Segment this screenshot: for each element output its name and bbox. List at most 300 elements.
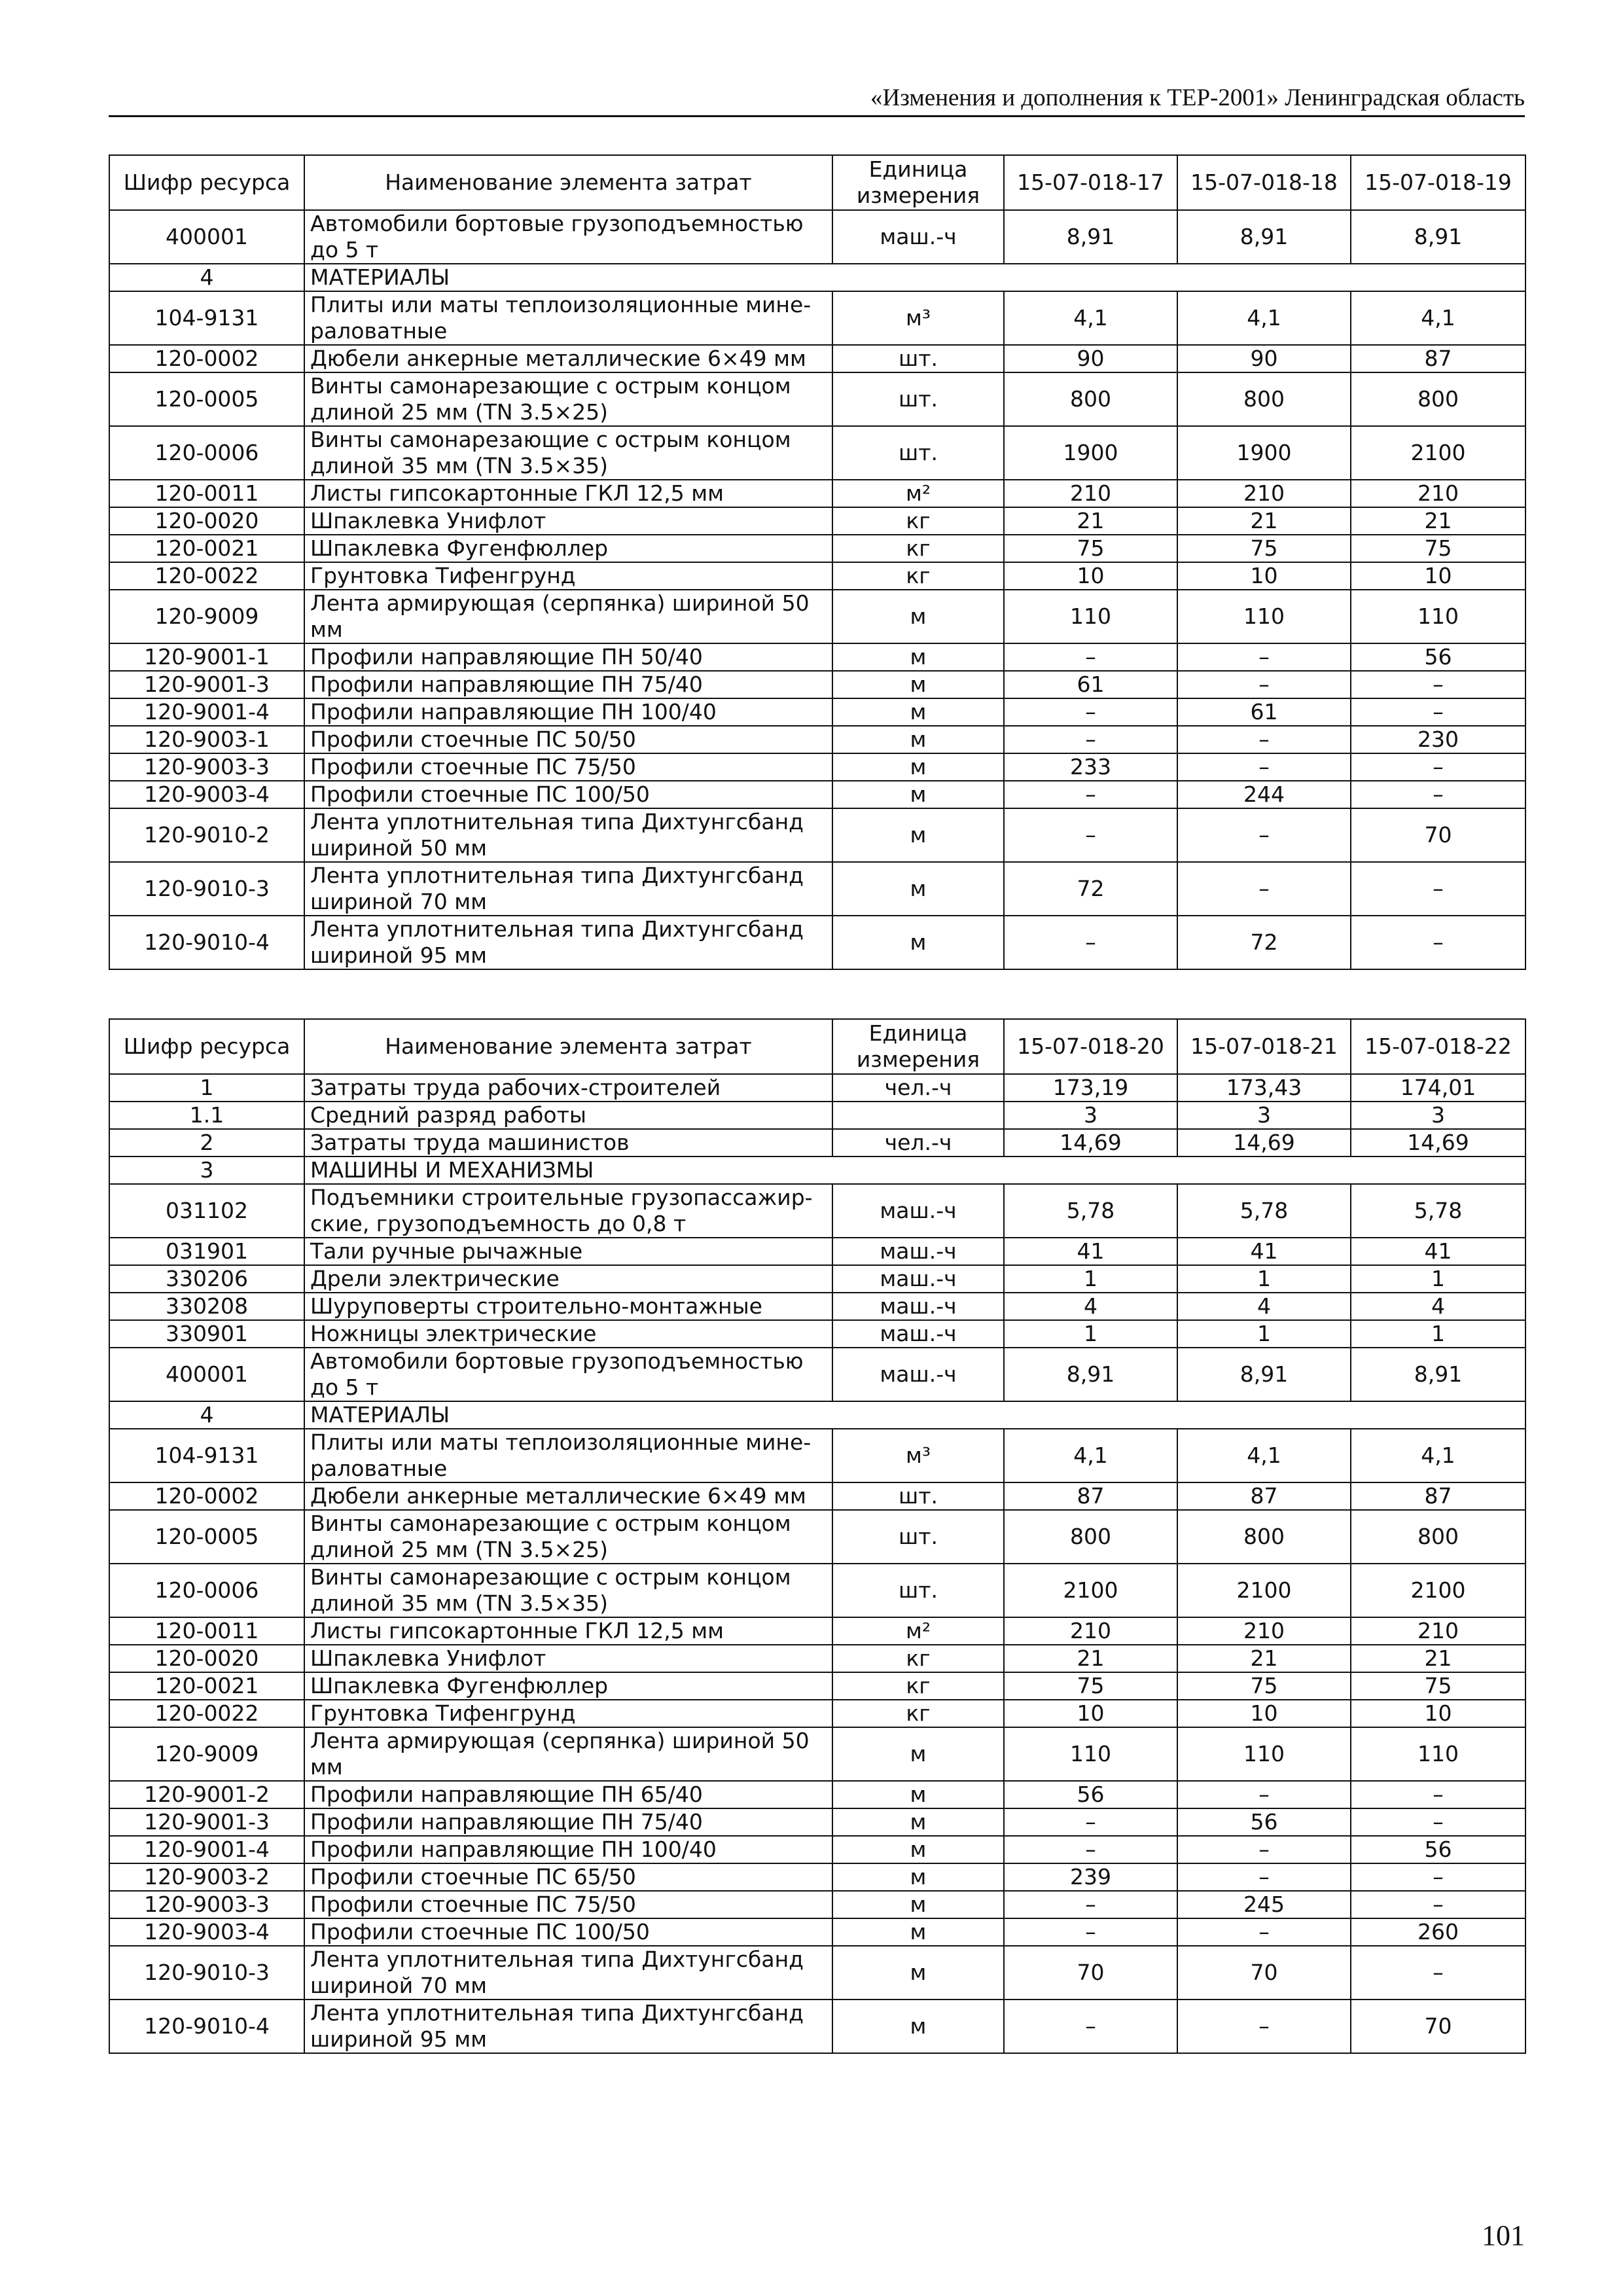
value-cell: 2100: [1351, 426, 1525, 480]
value-cell: 87: [1004, 1482, 1177, 1510]
value-cell: 87: [1351, 345, 1525, 372]
table-row: [109, 1863, 1525, 1891]
value-cell: 5,78: [1351, 1184, 1525, 1238]
section-code: 4: [109, 1401, 304, 1429]
resource-code: 120-9003-3: [109, 753, 304, 781]
value-cell: 233: [1004, 753, 1177, 781]
value-cell: –: [1351, 781, 1525, 808]
col-header-unit: Единица измерения: [832, 1019, 1004, 1074]
resource-code: 120-0011: [109, 480, 304, 507]
value-cell: 4,1: [1351, 291, 1525, 345]
table-row: [109, 1265, 1525, 1293]
resource-code: 120-9010-4: [109, 916, 304, 969]
section-row: [109, 264, 1525, 291]
value-cell: 75: [1351, 535, 1525, 562]
value-cell: 56: [1351, 643, 1525, 671]
resource-name: Шуруповерты строительно-монтажные: [304, 1293, 832, 1320]
unit-cell: чел.-ч: [832, 1074, 1004, 1102]
value-cell: –: [1177, 671, 1351, 698]
resource-name: Профили стоечные ПС 100/50: [304, 781, 832, 808]
resource-code: 120-9001-3: [109, 1808, 304, 1836]
table-row: [109, 1836, 1525, 1863]
resource-code: 120-9003-1: [109, 726, 304, 753]
unit-cell: чел.-ч: [832, 1129, 1004, 1157]
resource-name: Лента армирующая (серпянка) шириной 50 мм: [304, 590, 832, 643]
value-cell: 14,69: [1351, 1129, 1525, 1157]
value-cell: 245: [1177, 1891, 1351, 1918]
table-row: [109, 345, 1525, 372]
resource-name: Автомобили бортовые грузоподъемностью до 5 т: [304, 1348, 832, 1401]
resource-code: 120-9009: [109, 1727, 304, 1781]
value-cell: 41: [1177, 1238, 1351, 1265]
resource-code: 120-9001-4: [109, 1836, 304, 1863]
table-row: [109, 1617, 1525, 1645]
value-cell: –: [1004, 726, 1177, 753]
value-cell: 21: [1351, 1645, 1525, 1672]
value-cell: 5,78: [1004, 1184, 1177, 1238]
value-cell: –: [1004, 2000, 1177, 2053]
value-cell: 1: [1351, 1320, 1525, 1348]
unit-cell: кг: [832, 1700, 1004, 1727]
resource-code: 120-0005: [109, 1510, 304, 1564]
value-cell: –: [1004, 1918, 1177, 1946]
resource-name: Шпаклевка Фугенфюллер: [304, 1672, 832, 1700]
value-cell: 4,1: [1004, 1429, 1177, 1482]
unit-cell: м: [832, 1727, 1004, 1781]
value-cell: –: [1177, 1918, 1351, 1946]
table-row: [109, 1320, 1525, 1348]
unit-cell: шт.: [832, 1510, 1004, 1564]
value-cell: 21: [1004, 1645, 1177, 1672]
value-cell: 70: [1004, 1946, 1177, 2000]
table-row: [109, 1184, 1525, 1238]
value-cell: 110: [1177, 1727, 1351, 1781]
value-cell: 1: [1177, 1265, 1351, 1293]
resource-code: 120-9001-2: [109, 1781, 304, 1808]
unit-cell: кг: [832, 535, 1004, 562]
col-header-code: Шифр ресурса: [109, 1019, 304, 1074]
resource-code: 120-9001-4: [109, 698, 304, 726]
value-cell: 2100: [1177, 1564, 1351, 1617]
resource-name: Лента уплотнительная типа Дихтунгсбанд шириной 95 мм: [304, 916, 832, 969]
resource-code: 120-9010-3: [109, 1946, 304, 2000]
resource-code: 104-9131: [109, 1429, 304, 1482]
unit-cell: м: [832, 1891, 1004, 1918]
unit-cell: м: [832, 862, 1004, 916]
section-row: [109, 1157, 1525, 1184]
unit-cell: маш.-ч: [832, 1184, 1004, 1238]
table-row: [109, 916, 1525, 969]
table-row: [109, 507, 1525, 535]
resource-name: Средний разряд работы: [304, 1102, 832, 1129]
value-cell: 56: [1351, 1836, 1525, 1863]
table-row: [109, 426, 1525, 480]
table-row: [109, 1946, 1525, 2000]
value-cell: –: [1177, 808, 1351, 862]
value-cell: 70: [1351, 2000, 1525, 2053]
table-row: [109, 210, 1525, 264]
unit-cell: шт.: [832, 372, 1004, 426]
value-cell: –: [1004, 1808, 1177, 1836]
col-header-norm: 15-07-018-19: [1351, 155, 1525, 210]
table-row: [109, 1482, 1525, 1510]
value-cell: 10: [1004, 562, 1177, 590]
value-cell: 110: [1177, 590, 1351, 643]
resource-name: Профили направляющие ПН 100/40: [304, 698, 832, 726]
table-row: [109, 698, 1525, 726]
resource-name: Листы гипсокартонные ГКЛ 12,5 мм: [304, 480, 832, 507]
resource-code: 031901: [109, 1238, 304, 1265]
value-cell: 90: [1004, 345, 1177, 372]
value-cell: 3: [1004, 1102, 1177, 1129]
table-row: [109, 590, 1525, 643]
table-row: [109, 643, 1525, 671]
unit-cell: кг: [832, 507, 1004, 535]
value-cell: –: [1351, 862, 1525, 916]
resource-name: Тали ручные рычажные: [304, 1238, 832, 1265]
resource-name: Лента уплотнительная типа Дихтунгсбанд шириной 50 мм: [304, 808, 832, 862]
value-cell: 110: [1004, 1727, 1177, 1781]
table-row: [109, 1727, 1525, 1781]
resource-code: 1.1: [109, 1102, 304, 1129]
value-cell: 239: [1004, 1863, 1177, 1891]
table-row: [109, 562, 1525, 590]
value-cell: 41: [1351, 1238, 1525, 1265]
unit-cell: м: [832, 643, 1004, 671]
value-cell: –: [1351, 1781, 1525, 1808]
table-row: [109, 671, 1525, 698]
value-cell: 800: [1351, 372, 1525, 426]
value-cell: 75: [1177, 535, 1351, 562]
resource-code: 120-0002: [109, 345, 304, 372]
table-row: [109, 1672, 1525, 1700]
value-cell: –: [1004, 916, 1177, 969]
resource-name: Дюбели анкерные металлические 6×49 мм: [304, 345, 832, 372]
resource-name: Листы гипсокартонные ГКЛ 12,5 мм: [304, 1617, 832, 1645]
value-cell: 210: [1177, 480, 1351, 507]
resource-code: 120-0011: [109, 1617, 304, 1645]
value-cell: 110: [1004, 590, 1177, 643]
resource-code: 120-9003-2: [109, 1863, 304, 1891]
resource-code: 120-0022: [109, 1700, 304, 1727]
table-row: [109, 1102, 1525, 1129]
resource-name: Подъемники строительные грузопассажир-ские, грузоподъемность до 0,8 т: [304, 1184, 832, 1238]
col-header-name: Наименование элемента затрат: [304, 155, 832, 210]
table-row: [109, 1510, 1525, 1564]
resource-name: Дюбели анкерные металлические 6×49 мм: [304, 1482, 832, 1510]
unit-cell: м: [832, 698, 1004, 726]
value-cell: –: [1004, 781, 1177, 808]
unit-cell: м²: [832, 480, 1004, 507]
unit-cell: кг: [832, 1672, 1004, 1700]
value-cell: –: [1177, 1781, 1351, 1808]
resource-name: Грунтовка Тифенгрунд: [304, 562, 832, 590]
resource-code: 400001: [109, 1348, 304, 1401]
value-cell: –: [1004, 698, 1177, 726]
table-row: [109, 480, 1525, 507]
value-cell: –: [1004, 1891, 1177, 1918]
value-cell: 61: [1177, 698, 1351, 726]
value-cell: 110: [1351, 590, 1525, 643]
value-cell: 800: [1177, 1510, 1351, 1564]
resource-code: 120-0021: [109, 535, 304, 562]
value-cell: 72: [1177, 916, 1351, 969]
resource-code: 2: [109, 1129, 304, 1157]
table-row: [109, 1074, 1525, 1102]
value-cell: 10: [1004, 1700, 1177, 1727]
resource-name: Профили стоечные ПС 75/50: [304, 753, 832, 781]
value-cell: –: [1177, 862, 1351, 916]
resource-code: 120-9010-2: [109, 808, 304, 862]
unit-cell: шт.: [832, 1564, 1004, 1617]
value-cell: 10: [1351, 562, 1525, 590]
value-cell: 230: [1351, 726, 1525, 753]
resource-name: Затраты труда рабочих-строителей: [304, 1074, 832, 1102]
resource-name: Профили направляющие ПН 50/40: [304, 643, 832, 671]
resource-code: 400001: [109, 210, 304, 264]
col-header-name: Наименование элемента затрат: [304, 1019, 832, 1074]
unit-cell: м: [832, 671, 1004, 698]
resource-code: 1: [109, 1074, 304, 1102]
value-cell: 210: [1351, 480, 1525, 507]
col-header-norm: 15-07-018-22: [1351, 1019, 1525, 1074]
unit-cell: кг: [832, 562, 1004, 590]
unit-cell: м: [832, 590, 1004, 643]
value-cell: 260: [1351, 1918, 1525, 1946]
resource-code: 120-9010-3: [109, 862, 304, 916]
table-row: [109, 1808, 1525, 1836]
unit-cell: м³: [832, 291, 1004, 345]
value-cell: 87: [1351, 1482, 1525, 1510]
value-cell: –: [1351, 698, 1525, 726]
table-row: [109, 1781, 1525, 1808]
value-cell: 8,91: [1177, 210, 1351, 264]
value-cell: 4: [1004, 1293, 1177, 1320]
value-cell: 1900: [1177, 426, 1351, 480]
resource-code: 120-9001-3: [109, 671, 304, 698]
table-row: [109, 1238, 1525, 1265]
unit-cell: м: [832, 808, 1004, 862]
value-cell: 1: [1004, 1320, 1177, 1348]
resource-code: 104-9131: [109, 291, 304, 345]
resource-code: 120-9009: [109, 590, 304, 643]
value-cell: 75: [1004, 535, 1177, 562]
table-row: [109, 1129, 1525, 1157]
value-cell: –: [1004, 808, 1177, 862]
resource-name: Профили направляющие ПН 75/40: [304, 671, 832, 698]
value-cell: –: [1351, 671, 1525, 698]
table-row: [109, 372, 1525, 426]
unit-cell: [832, 1102, 1004, 1129]
value-cell: 210: [1004, 480, 1177, 507]
col-header-norm: 15-07-018-20: [1004, 1019, 1177, 1074]
resource-code: 120-0002: [109, 1482, 304, 1510]
resource-code: 120-9003-3: [109, 1891, 304, 1918]
resource-name: Винты самонарезающие с острым концом длиной 25 мм (TN 3.5×25): [304, 372, 832, 426]
resource-name: Плиты или маты теплоизоляционные мине-раловатные: [304, 1429, 832, 1482]
value-cell: 800: [1004, 1510, 1177, 1564]
value-cell: –: [1351, 1891, 1525, 1918]
value-cell: 72: [1004, 862, 1177, 916]
resource-code: 120-0021: [109, 1672, 304, 1700]
value-cell: 4: [1177, 1293, 1351, 1320]
resource-name: Профили направляющие ПН 75/40: [304, 1808, 832, 1836]
value-cell: –: [1177, 753, 1351, 781]
value-cell: 75: [1351, 1672, 1525, 1700]
value-cell: 1: [1351, 1265, 1525, 1293]
section-code: 4: [109, 264, 304, 291]
table-row: [109, 781, 1525, 808]
unit-cell: м: [832, 1918, 1004, 1946]
value-cell: 3: [1351, 1102, 1525, 1129]
unit-cell: маш.-ч: [832, 1320, 1004, 1348]
resource-code: 120-0020: [109, 507, 304, 535]
value-cell: –: [1351, 753, 1525, 781]
value-cell: 8,91: [1004, 1348, 1177, 1401]
resource-code: 120-0006: [109, 1564, 304, 1617]
table-row: [109, 1700, 1525, 1727]
value-cell: 4,1: [1177, 1429, 1351, 1482]
header-rule: [109, 115, 1525, 117]
value-cell: 2100: [1351, 1564, 1525, 1617]
section-row: [109, 1401, 1525, 1429]
col-header-unit: Единица измерения: [832, 155, 1004, 210]
value-cell: –: [1177, 643, 1351, 671]
resource-name: Лента уплотнительная типа Дихтунгсбанд шириной 70 мм: [304, 862, 832, 916]
value-cell: 4: [1351, 1293, 1525, 1320]
unit-cell: м: [832, 1863, 1004, 1891]
table-row: [109, 808, 1525, 862]
value-cell: 4,1: [1351, 1429, 1525, 1482]
value-cell: 5,78: [1177, 1184, 1351, 1238]
value-cell: 4,1: [1004, 291, 1177, 345]
value-cell: 21: [1177, 507, 1351, 535]
table-row: [109, 535, 1525, 562]
resource-code: 330208: [109, 1293, 304, 1320]
resource-name: Автомобили бортовые грузоподъемностью до 5 т: [304, 210, 832, 264]
resource-name: Лента уплотнительная типа Дихтунгсбанд шириной 95 мм: [304, 2000, 832, 2053]
resource-name: Затраты труда машинистов: [304, 1129, 832, 1157]
unit-cell: шт.: [832, 1482, 1004, 1510]
resource-name: Профили стоечные ПС 100/50: [304, 1918, 832, 1946]
value-cell: 4,1: [1177, 291, 1351, 345]
unit-cell: маш.-ч: [832, 1265, 1004, 1293]
section-title: МАТЕРИАЛЫ: [304, 1401, 1525, 1429]
table-row: [109, 1645, 1525, 1672]
value-cell: 75: [1004, 1672, 1177, 1700]
value-cell: 14,69: [1004, 1129, 1177, 1157]
col-header-norm: 15-07-018-21: [1177, 1019, 1351, 1074]
value-cell: 56: [1004, 1781, 1177, 1808]
table-row: [109, 1891, 1525, 1918]
value-cell: 70: [1177, 1946, 1351, 2000]
table-row: [109, 2000, 1525, 2053]
value-cell: 1: [1177, 1320, 1351, 1348]
resource-name: Профили стоечные ПС 75/50: [304, 1891, 832, 1918]
value-cell: 1: [1004, 1265, 1177, 1293]
value-cell: 244: [1177, 781, 1351, 808]
unit-cell: м: [832, 2000, 1004, 2053]
unit-cell: м: [832, 753, 1004, 781]
value-cell: 21: [1177, 1645, 1351, 1672]
table-header-row: [109, 1019, 1525, 1074]
resource-code: 031102: [109, 1184, 304, 1238]
resource-code: 120-0005: [109, 372, 304, 426]
unit-cell: кг: [832, 1645, 1004, 1672]
col-header-norm: 15-07-018-18: [1177, 155, 1351, 210]
unit-cell: м: [832, 726, 1004, 753]
value-cell: 70: [1351, 808, 1525, 862]
table-row: [109, 1564, 1525, 1617]
resource-name: Ножницы электрические: [304, 1320, 832, 1348]
col-header-code: Шифр ресурса: [109, 155, 304, 210]
section-title: МАТЕРИАЛЫ: [304, 264, 1525, 291]
value-cell: 174,01: [1351, 1074, 1525, 1102]
resource-name: Винты самонарезающие с острым концом длиной 35 мм (TN 3.5×35): [304, 1564, 832, 1617]
value-cell: 87: [1177, 1482, 1351, 1510]
resource-table-1: [109, 154, 1526, 970]
section-code: 3: [109, 1157, 304, 1184]
value-cell: 8,91: [1351, 1348, 1525, 1401]
unit-cell: м: [832, 916, 1004, 969]
unit-cell: маш.-ч: [832, 1348, 1004, 1401]
value-cell: 8,91: [1177, 1348, 1351, 1401]
value-cell: 800: [1004, 372, 1177, 426]
resource-name: Винты самонарезающие с острым концом длиной 25 мм (TN 3.5×25): [304, 1510, 832, 1564]
value-cell: 8,91: [1004, 210, 1177, 264]
unit-cell: м: [832, 1946, 1004, 2000]
table-row: [109, 726, 1525, 753]
value-cell: 41: [1004, 1238, 1177, 1265]
value-cell: 21: [1351, 507, 1525, 535]
value-cell: –: [1004, 1836, 1177, 1863]
value-cell: 21: [1004, 507, 1177, 535]
value-cell: 56: [1177, 1808, 1351, 1836]
resource-name: Шпаклевка Унифлот: [304, 507, 832, 535]
value-cell: –: [1351, 1946, 1525, 2000]
resource-name: Лента армирующая (серпянка) шириной 50 мм: [304, 1727, 832, 1781]
resource-code: 120-0020: [109, 1645, 304, 1672]
page-number: 101: [1482, 2219, 1525, 2251]
value-cell: –: [1351, 916, 1525, 969]
value-cell: –: [1351, 1863, 1525, 1891]
value-cell: 800: [1351, 1510, 1525, 1564]
resource-name: Лента уплотнительная типа Дихтунгсбанд шириной 70 мм: [304, 1946, 832, 2000]
col-header-norm: 15-07-018-17: [1004, 155, 1177, 210]
value-cell: 210: [1177, 1617, 1351, 1645]
unit-cell: маш.-ч: [832, 1238, 1004, 1265]
table-header-row: [109, 155, 1525, 210]
table-row: [109, 291, 1525, 345]
unit-cell: м: [832, 1808, 1004, 1836]
value-cell: 210: [1004, 1617, 1177, 1645]
table-row: [109, 1293, 1525, 1320]
value-cell: 14,69: [1177, 1129, 1351, 1157]
resource-name: Профили стоечные ПС 65/50: [304, 1863, 832, 1891]
resource-code: 120-0022: [109, 562, 304, 590]
resource-name: Плиты или маты теплоизоляционные мине-раловатные: [304, 291, 832, 345]
resource-table-2: [109, 1018, 1526, 2054]
table-row: [109, 862, 1525, 916]
value-cell: 173,19: [1004, 1074, 1177, 1102]
resource-code: 120-9001-1: [109, 643, 304, 671]
resource-name: Профили направляющие ПН 100/40: [304, 1836, 832, 1863]
table-row: [109, 1918, 1525, 1946]
value-cell: 110: [1351, 1727, 1525, 1781]
value-cell: 90: [1177, 345, 1351, 372]
resource-name: Профили направляющие ПН 65/40: [304, 1781, 832, 1808]
unit-cell: м: [832, 1836, 1004, 1863]
